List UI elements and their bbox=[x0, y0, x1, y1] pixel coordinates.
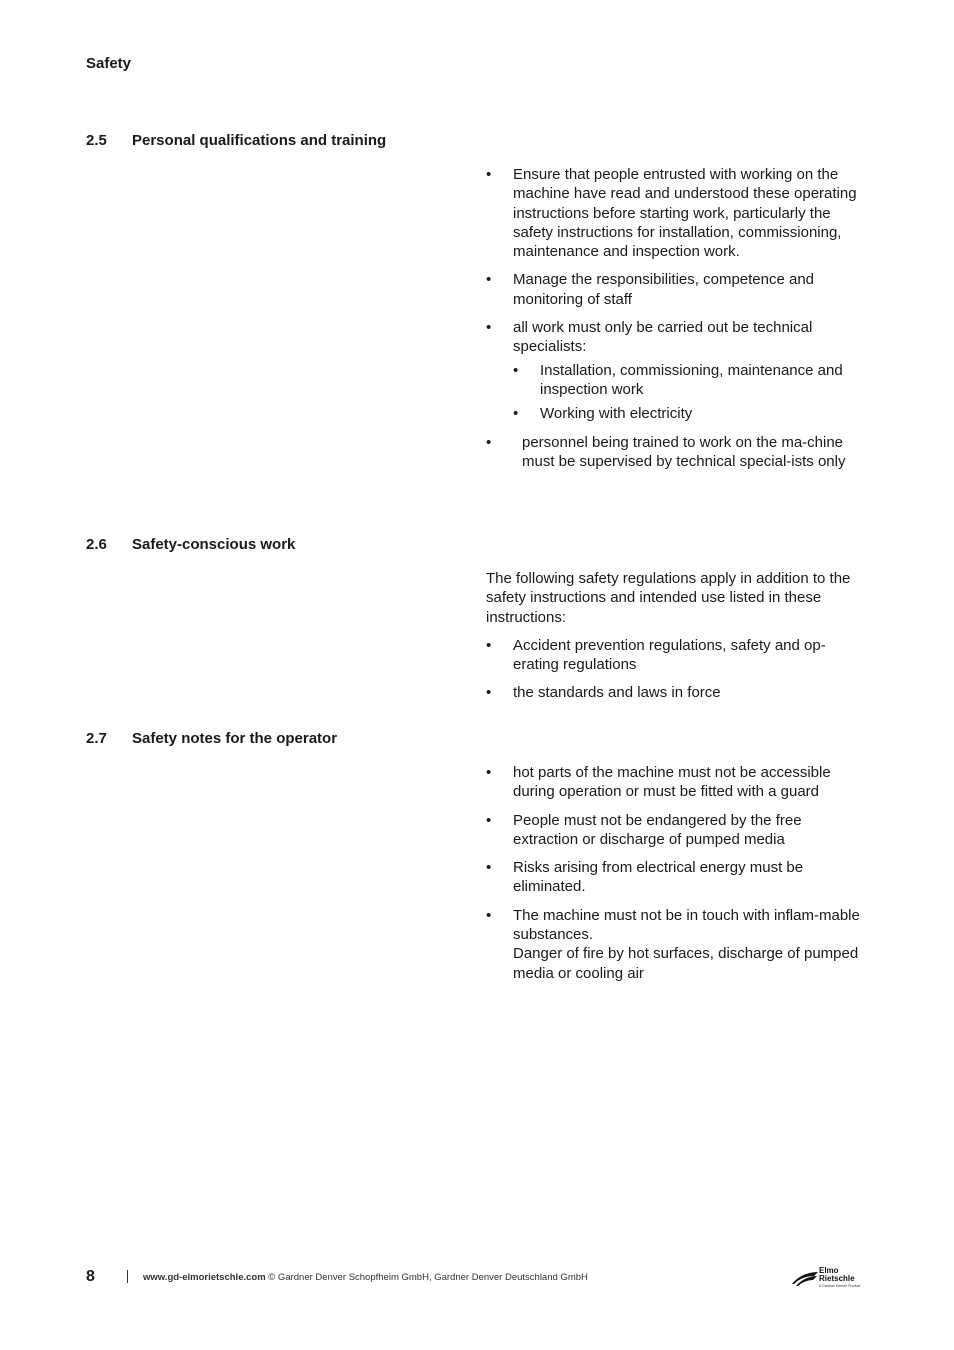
footer-copyright: © Gardner Denver Schopfheim GmbH, Gardner Denver Deutschland GmbH bbox=[268, 1272, 588, 1283]
sub-list-item: • Installation, commissioning, maintenance and inspection work bbox=[513, 361, 866, 400]
page-number: 8 bbox=[86, 1268, 95, 1285]
section-title: Safety notes for the operator bbox=[132, 730, 338, 747]
intro-paragraph: The following safety regulations apply in addition to the safety instructions and intended use listed in these instructions: bbox=[486, 570, 851, 626]
bullet-list bbox=[486, 636, 866, 703]
list-item: • the standards and laws in force bbox=[486, 683, 866, 702]
list-item: • Manage the responsibilities, competence and monitoring of staff bbox=[486, 270, 866, 309]
logo-wordmark bbox=[819, 1267, 855, 1283]
list-item-text: all work must only be carried out be technical specialists: bbox=[513, 319, 813, 356]
section-number: 2.5 bbox=[86, 132, 107, 149]
list-item: • Ensure that people entrusted with working on the machine have read and understood these operating instructions before starting work, particularly the safety instructions for installation, commissioning, maintenance and inspection work. bbox=[486, 165, 866, 261]
section-title: Safety-conscious work bbox=[132, 536, 296, 553]
logo-line-2: Rietschle bbox=[819, 1274, 855, 1283]
section-heading-2-6 bbox=[86, 536, 295, 553]
list-item-text: The machine must not be in touch with inflam-mable substances. bbox=[513, 906, 860, 944]
footer-divider bbox=[127, 1270, 128, 1283]
list-item: • People must not be endangered by the free extraction or discharge of pumped media bbox=[486, 811, 866, 850]
sub-bullet-list bbox=[513, 361, 866, 424]
section-body-2-5 bbox=[486, 165, 866, 480]
section-body-2-7 bbox=[486, 763, 866, 992]
section-heading-2-7 bbox=[86, 730, 337, 747]
list-item bbox=[486, 318, 866, 423]
footer-text bbox=[143, 1272, 588, 1283]
section-number: 2.6 bbox=[86, 536, 107, 553]
list-item: • hot parts of the machine must not be accessible during operation or must be fitted with a guard bbox=[486, 763, 866, 802]
page-header: Safety bbox=[86, 55, 132, 72]
sub-list-item: • Working with electricity bbox=[513, 404, 866, 423]
bullet-list bbox=[486, 165, 866, 471]
logo-line-1: Elmo bbox=[819, 1266, 839, 1275]
section-number: 2.7 bbox=[86, 730, 107, 747]
section-title: Personal qualifications and training bbox=[132, 132, 387, 149]
list-item: • personnel being trained to work on the ma-chine must be supervised by technical special-ists only bbox=[486, 433, 866, 472]
footer-website-link[interactable]: www.gd-elmorietschle.com bbox=[143, 1272, 266, 1283]
logo-tagline: A Gardner Denver Product bbox=[819, 1284, 861, 1288]
list-item-text-continued: Danger of fire by hot surfaces, discharge of pumped media or cooling air bbox=[513, 945, 859, 982]
list-item: • Risks arising from electrical energy must be eliminated. bbox=[486, 858, 866, 897]
bullet-list bbox=[486, 763, 866, 983]
section-heading-2-5 bbox=[86, 132, 386, 149]
list-item: • Accident prevention regulations, safety and op-erating regulations bbox=[486, 636, 866, 675]
section-body-2-6 bbox=[486, 569, 866, 712]
list-item bbox=[486, 906, 866, 983]
